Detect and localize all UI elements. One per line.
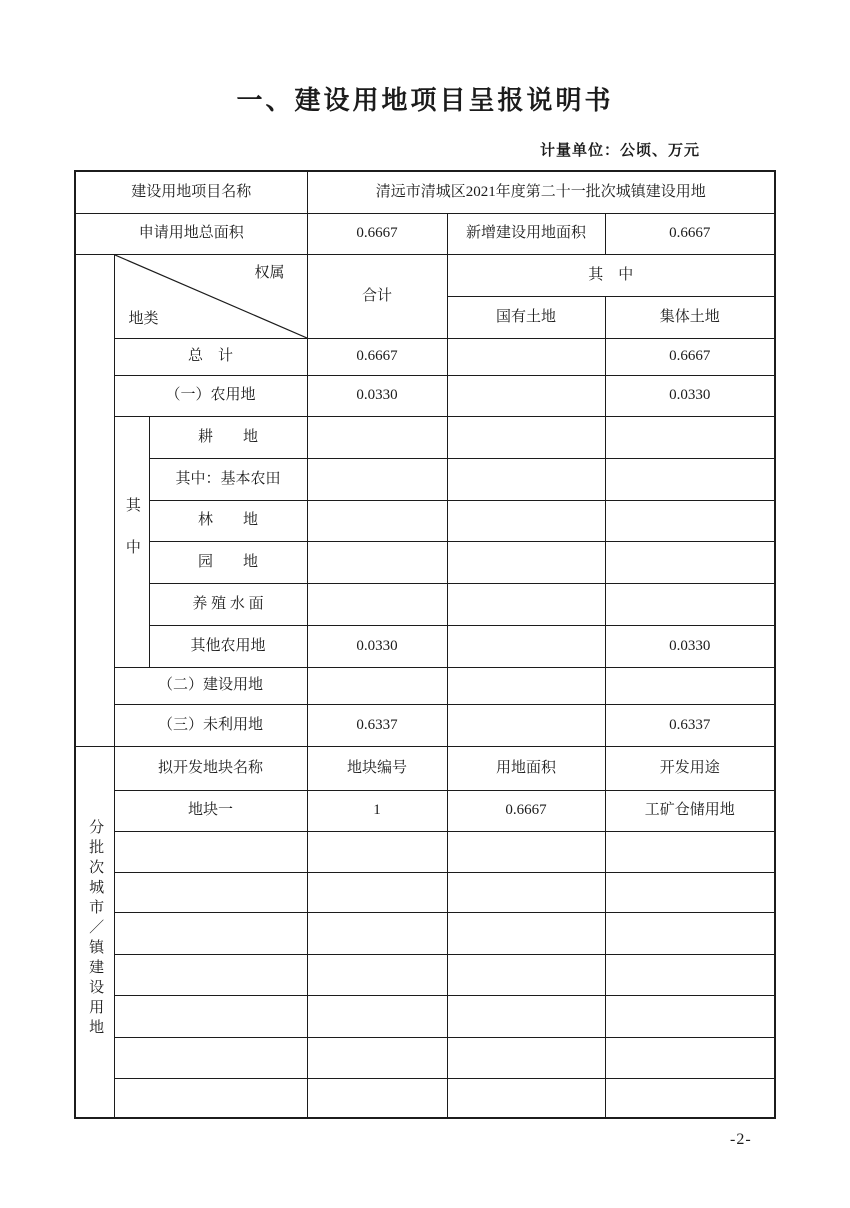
land-row-total-value bbox=[307, 416, 447, 458]
land-row-total-value bbox=[307, 541, 447, 583]
land-row-total-value bbox=[307, 500, 447, 541]
project-name-label: 建设用地项目名称 bbox=[75, 171, 307, 213]
land-row-state-value bbox=[447, 625, 605, 667]
parcel-number bbox=[307, 831, 447, 872]
land-submission-form-table bbox=[74, 170, 776, 1119]
parcel-area bbox=[447, 1037, 605, 1078]
parcel-row bbox=[75, 954, 775, 995]
parcel-name bbox=[114, 1078, 307, 1118]
parcel-name: 地块一 bbox=[114, 790, 307, 831]
land-row-state-value bbox=[447, 667, 605, 704]
land-row-label: 总 计 bbox=[114, 338, 307, 375]
parcel-col-header-name: 拟开发地块名称 bbox=[114, 746, 307, 790]
new-area-label: 新增建设用地面积 bbox=[447, 213, 605, 254]
parcel-use bbox=[605, 831, 775, 872]
measurement-unit-note: 计量单位：公顷、万元 bbox=[539, 142, 700, 159]
diagonal-label-ownership: 权属 bbox=[254, 264, 285, 281]
land-row-collective-value bbox=[605, 416, 775, 458]
parcel-area bbox=[447, 954, 605, 995]
land-row-unused bbox=[75, 704, 775, 746]
parcel-number bbox=[307, 912, 447, 954]
parcel-row bbox=[75, 872, 775, 912]
land-row-collective-value: 0.6337 bbox=[605, 704, 775, 746]
land-row-label: （三）未利用地 bbox=[114, 704, 307, 746]
parcel-use bbox=[605, 1037, 775, 1078]
col-header-collective-land: 集体土地 bbox=[605, 296, 775, 338]
parcel-area bbox=[447, 995, 605, 1037]
land-row-label: 耕 地 bbox=[149, 416, 307, 458]
land-row-garden bbox=[75, 541, 775, 583]
project-name-row bbox=[75, 171, 775, 213]
parcel-name bbox=[114, 872, 307, 912]
new-area-value: 0.6667 bbox=[605, 213, 775, 254]
land-row-agricultural bbox=[75, 375, 775, 416]
parcel-use bbox=[605, 995, 775, 1037]
land-row-construction bbox=[75, 667, 775, 704]
land-row-state-value bbox=[447, 458, 605, 500]
land-row-cultivated bbox=[75, 416, 775, 458]
land-row-label: 养 殖 水 面 bbox=[149, 583, 307, 625]
col-header-state-land: 国有土地 bbox=[447, 296, 605, 338]
parcel-side-label: 分批次城市／镇建设用地 bbox=[87, 818, 104, 1039]
parcel-use bbox=[605, 872, 775, 912]
land-row-state-value bbox=[447, 338, 605, 375]
land-row-label: （二）建设用地 bbox=[114, 667, 307, 704]
land-row-collective-value: 0.0330 bbox=[605, 375, 775, 416]
land-row-total-value bbox=[307, 458, 447, 500]
parcel-number bbox=[307, 872, 447, 912]
project-name-value: 清远市清城区2021年度第二十一批次城镇建设用地 bbox=[307, 171, 775, 213]
parcel-name bbox=[114, 995, 307, 1037]
parcel-row bbox=[75, 831, 775, 872]
land-row-state-value bbox=[447, 704, 605, 746]
left-spacer-cell bbox=[75, 254, 114, 746]
parcel-use bbox=[605, 954, 775, 995]
land-row-state-value bbox=[447, 416, 605, 458]
land-row-state-value bbox=[447, 541, 605, 583]
diagonal-label-landtype: 地类 bbox=[128, 310, 159, 327]
land-row-total-value bbox=[307, 667, 447, 704]
land-row-total-value: 0.0330 bbox=[307, 625, 447, 667]
parcel-number bbox=[307, 995, 447, 1037]
col-header-total: 合计 bbox=[307, 254, 447, 338]
parcel-side-cell bbox=[75, 746, 114, 1118]
page-number: -2- bbox=[730, 1131, 752, 1148]
parcel-header-row bbox=[75, 746, 775, 790]
land-row-forest bbox=[75, 500, 775, 541]
parcel-area bbox=[447, 1078, 605, 1118]
col-header-among: 其 中 bbox=[447, 254, 775, 296]
land-row-label: （一）农用地 bbox=[114, 375, 307, 416]
parcel-name bbox=[114, 831, 307, 872]
parcel-use bbox=[605, 1078, 775, 1118]
parcel-area bbox=[447, 912, 605, 954]
parcel-number bbox=[307, 954, 447, 995]
land-row-collective-value bbox=[605, 500, 775, 541]
land-row-total-value: 0.0330 bbox=[307, 375, 447, 416]
area-summary-row bbox=[75, 213, 775, 254]
land-row-collective-value bbox=[605, 667, 775, 704]
parcel-number bbox=[307, 1037, 447, 1078]
parcel-name bbox=[114, 912, 307, 954]
land-row-total-value bbox=[307, 583, 447, 625]
land-row-total-value: 0.6337 bbox=[307, 704, 447, 746]
land-header-row-1 bbox=[75, 254, 775, 296]
parcel-row bbox=[75, 790, 775, 831]
parcel-use bbox=[605, 912, 775, 954]
land-row-label: 其他农用地 bbox=[149, 625, 307, 667]
parcel-col-header-number: 地块编号 bbox=[307, 746, 447, 790]
land-row-collective-value bbox=[605, 541, 775, 583]
parcel-row bbox=[75, 1078, 775, 1118]
parcel-row bbox=[75, 912, 775, 954]
total-area-label: 申请用地总面积 bbox=[75, 213, 307, 254]
among-side-cell bbox=[114, 416, 149, 667]
parcel-row bbox=[75, 1037, 775, 1078]
among-side-label: 其中 bbox=[123, 496, 140, 581]
land-row-collective-value: 0.6667 bbox=[605, 338, 775, 375]
parcel-name bbox=[114, 954, 307, 995]
land-row-state-value bbox=[447, 500, 605, 541]
land-row-state-value bbox=[447, 375, 605, 416]
parcel-row bbox=[75, 995, 775, 1037]
land-row-total-value: 0.6667 bbox=[307, 338, 447, 375]
parcel-area: 0.6667 bbox=[447, 790, 605, 831]
land-row-collective-value: 0.0330 bbox=[605, 625, 775, 667]
land-row-label: 其中：基本农田 bbox=[149, 458, 307, 500]
land-row-basic-farmland bbox=[75, 458, 775, 500]
parcel-number bbox=[307, 1078, 447, 1118]
parcel-col-header-use: 开发用途 bbox=[605, 746, 775, 790]
land-row-collective-value bbox=[605, 458, 775, 500]
parcel-name bbox=[114, 1037, 307, 1078]
land-row-label: 林 地 bbox=[149, 500, 307, 541]
page-title: 一、建设用地项目呈报说明书 bbox=[236, 85, 614, 115]
land-row-collective-value bbox=[605, 583, 775, 625]
parcel-area bbox=[447, 872, 605, 912]
land-row-total bbox=[75, 338, 775, 375]
diagonal-header-cell bbox=[114, 254, 307, 338]
parcel-col-header-area: 用地面积 bbox=[447, 746, 605, 790]
land-row-label: 园 地 bbox=[149, 541, 307, 583]
total-area-value: 0.6667 bbox=[307, 213, 447, 254]
parcel-area bbox=[447, 831, 605, 872]
land-row-aquaculture bbox=[75, 583, 775, 625]
land-row-state-value bbox=[447, 583, 605, 625]
parcel-use: 工矿仓储用地 bbox=[605, 790, 775, 831]
land-row-other-agricultural bbox=[75, 625, 775, 667]
parcel-number: 1 bbox=[307, 790, 447, 831]
